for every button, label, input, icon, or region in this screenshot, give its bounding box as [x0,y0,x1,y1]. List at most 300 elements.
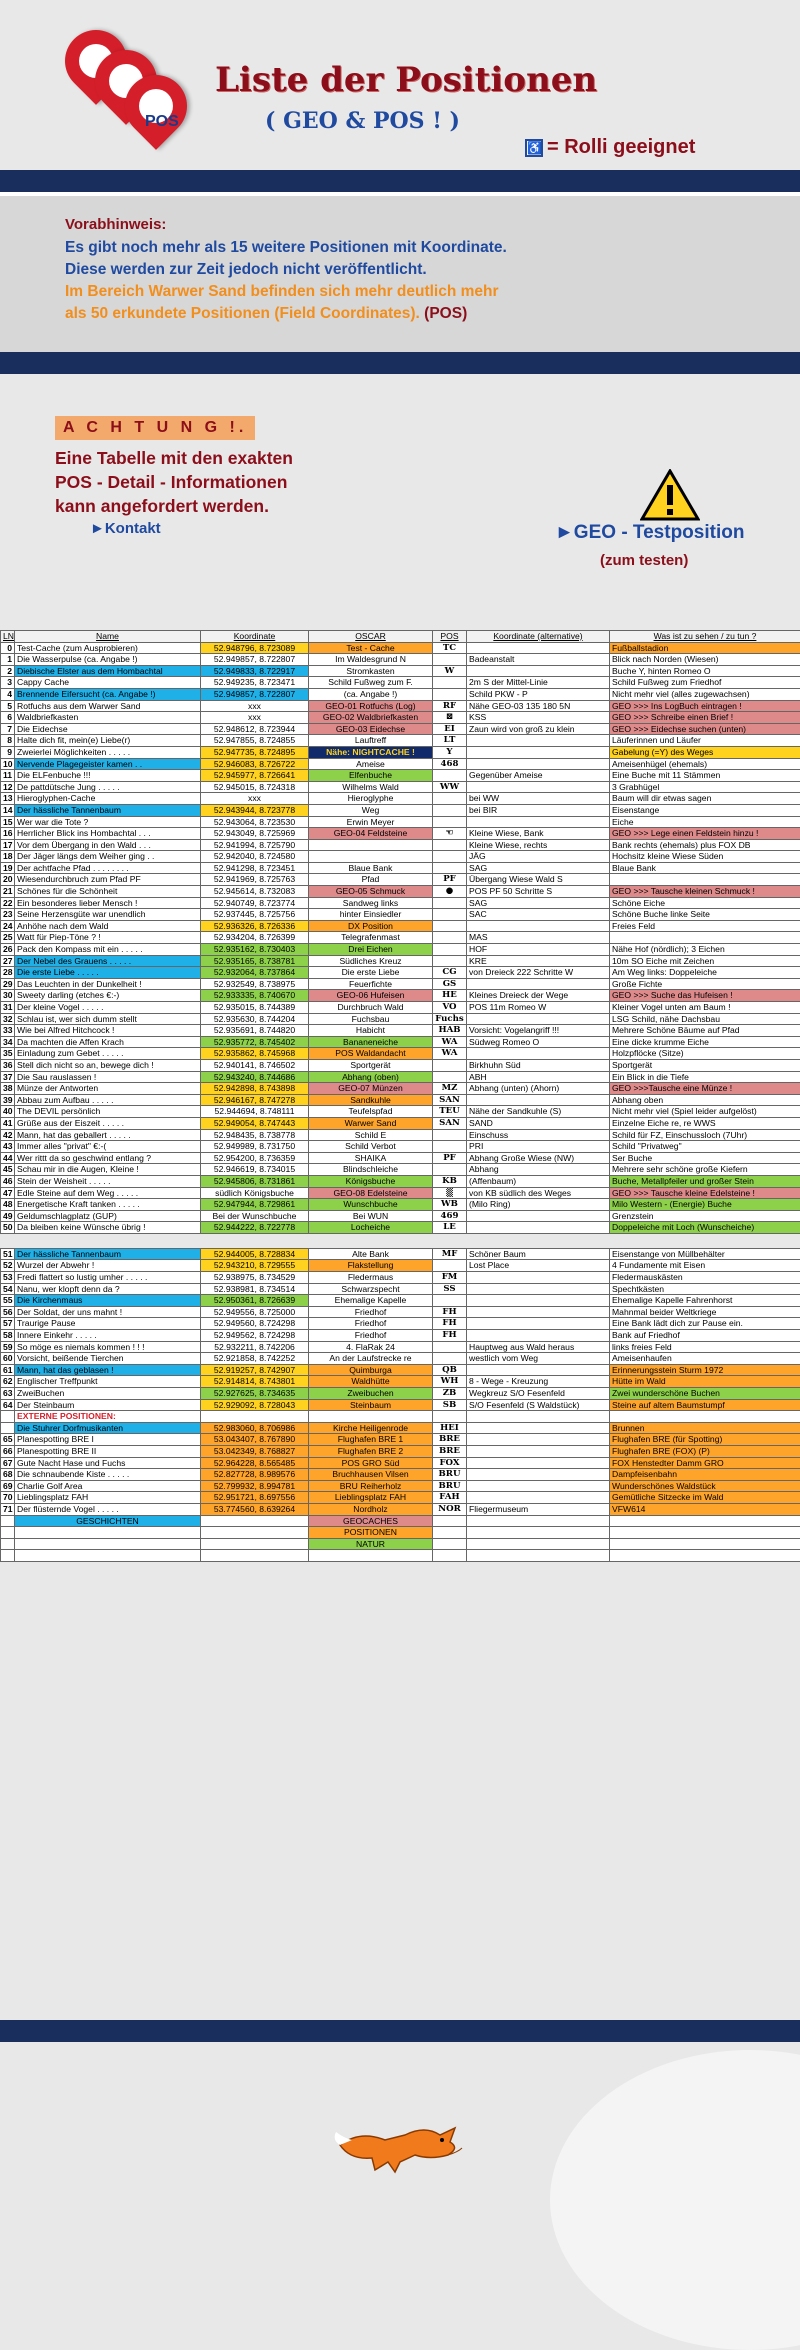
ln-cell: 30 [1,990,15,1002]
table-row [1,1492,800,1504]
ln-cell: 47 [1,1187,15,1199]
name-cell: Der Steinbaum [15,1399,201,1411]
oscar-cell: Südliches Kreuz [309,955,433,967]
alt-coord-cell: (Milo Ring) [467,1199,610,1211]
pos-cell: NOR [433,1503,467,1515]
table-row [1,909,800,921]
coord-cell: 52.948435, 8.738778 [201,1129,309,1141]
ln-cell: 51 [1,1248,15,1260]
achtung-line: kann angefordert werden. [55,494,293,518]
alt-coord-cell: HOF [467,944,610,956]
oscar-cell: Waldhütte [309,1376,433,1388]
ln-cell: 21 [1,886,15,898]
oscar-cell: Ehemalige Kapelle [309,1295,433,1307]
name-cell: Der hässliche Tannenbaum [15,804,201,816]
ln-cell: 70 [1,1492,15,1504]
alt-coord-cell [467,1445,610,1457]
pos-cell [433,862,467,874]
table-row [1,1210,800,1222]
oscar-cell: An der Laufstrecke re [309,1353,433,1365]
ln-cell: 3 [1,677,15,689]
description-cell: Brunnen [610,1422,800,1434]
legend-row [1,1538,800,1550]
description-cell: Ser Buche [610,1152,800,1164]
ln-cell: 66 [1,1445,15,1457]
coord-cell: 52.949833, 8.722917 [201,665,309,677]
name-cell: Die schnaubende Kiste . . . . . [15,1469,201,1481]
oscar-cell: Sandkuhle [309,1094,433,1106]
pos-cell: FM [433,1272,467,1284]
coord-cell: 52.944005, 8.728834 [201,1248,309,1260]
name-cell: Hieroglyphen-Cache [15,793,201,805]
ln-cell: 71 [1,1503,15,1515]
name-cell: Die ELFenbuche !!! [15,770,201,782]
oscar-cell: Feuerfichte [309,978,433,990]
name-cell: Der Jäger längs dem Weiher ging . . [15,851,201,863]
table-row [1,1330,800,1342]
oscar-cell: Hieroglyphe [309,793,433,805]
pos-cell [433,688,467,700]
table-row [1,1048,800,1060]
description-cell: Sportgerät [610,1059,800,1071]
legend-row [1,1515,800,1527]
description-cell: Eine Bank lädt dich zur Pause ein. [610,1318,800,1330]
table-row [1,665,800,677]
name-cell: ZweiBuchen [15,1388,201,1400]
name-cell: Stein der Weisheit . . . . . [15,1175,201,1187]
description-cell: GEO >>>Tausche eine Münze ! [610,1083,800,1095]
ln-cell: 31 [1,1002,15,1014]
table-row [1,1306,800,1318]
coord-cell: 52.827728, 8.989576 [201,1469,309,1481]
ln-cell: 23 [1,909,15,921]
description-cell: Grenzstein [610,1210,800,1222]
oscar-cell: GEO-06 Hufeisen [309,990,433,1002]
oscar-cell: GEO-02 Waldbriefkasten [309,712,433,724]
coord-cell: 52.947735, 8.724895 [201,746,309,758]
oscar-cell: Sportgerät [309,1059,433,1071]
oscar-cell: Königsbuche [309,1175,433,1187]
name-cell: Anhöhe nach dem Wald [15,920,201,932]
pos-cell [433,1129,467,1141]
description-cell: Fußballstadion [610,642,800,654]
description-cell: Blick nach Norden (Wiesen) [610,654,800,666]
coord-cell: 52.944694, 8.748111 [201,1106,309,1118]
pos-cell: MF [433,1248,467,1260]
table-row [1,1480,800,1492]
oscar-cell: 4. FlaRak 24 [309,1341,433,1353]
alt-coord-cell: Gegenüber Ameise [467,770,610,782]
ln-cell: 9 [1,746,15,758]
wheelchair-icon: ♿ [525,139,543,157]
vorab-line: Diese werden zur Zeit jedoch nicht veröffentlicht. [65,259,800,281]
name-cell: Der achtfache Pfad . . . . . . . . [15,862,201,874]
description-cell: Buche Y, hinten Romeo O [610,665,800,677]
name-cell: Lieblingsplatz FAH [15,1492,201,1504]
legend-body [1,1515,800,1561]
pos-cell [433,920,467,932]
coord-cell: 52.949857, 8.722807 [201,654,309,666]
alt-coord-cell [467,1318,610,1330]
coord-cell: 52.935162, 8.730403 [201,944,309,956]
alt-coord-cell: Schild PKW - P [467,688,610,700]
description-cell: links freies Feld [610,1341,800,1353]
table-body-main [1,642,800,1233]
coord-cell: 53.774560, 8.639264 [201,1503,309,1515]
pos-cell [433,1059,467,1071]
table-row [1,1399,800,1411]
alt-coord-cell: KRE [467,955,610,967]
name-cell: So möge es niemals kommen ! ! ! [15,1341,201,1353]
ln-cell: 54 [1,1283,15,1295]
ln-cell: 29 [1,978,15,990]
alt-coord-cell: Vorsicht: Vogelangriff !!! [467,1025,610,1037]
achtung-label: A C H T U N G !. [55,416,255,440]
coord-cell: 52.954200, 8.736359 [201,1152,309,1164]
description-cell: GEO >>> Schreibe einen Brief ! [610,712,800,724]
table-row [1,712,800,724]
pos-cell: TC [433,642,467,654]
oscar-cell: hinter Einsiedler [309,909,433,921]
coord-cell: 52.943240, 8.744686 [201,1071,309,1083]
oscar-cell: Flughafen BRE 1 [309,1434,433,1446]
pos-cell: HAB [433,1025,467,1037]
ln-cell: 38 [1,1083,15,1095]
alt-coord-cell: PRI [467,1141,610,1153]
coord-cell: 52.937445, 8.725756 [201,909,309,921]
alt-coord-cell: Schöner Baum [467,1248,610,1260]
name-cell: Pack den Kompass mit ein . . . . . [15,944,201,956]
table-row [1,746,800,758]
table-row [1,1002,800,1014]
alt-coord-cell: SAND [467,1117,610,1129]
table-row [1,1445,800,1457]
oscar-cell: GEO-07 Münzen [309,1083,433,1095]
coord-cell: 52.943944, 8.723778 [201,804,309,816]
coord-cell: 52.940749, 8.723774 [201,897,309,909]
alt-coord-cell [467,1469,610,1481]
name-cell: Watt für Piep-Töne ? ! [15,932,201,944]
oscar-cell: Kirche Heiligenrode [309,1422,433,1434]
ln-cell: 2 [1,665,15,677]
name-cell: Charlie Golf Area [15,1480,201,1492]
coord-cell: xxx [201,793,309,805]
column-header: LN [1,631,15,643]
oscar-cell: Im Waldesgrund N [309,654,433,666]
description-cell [610,1411,800,1423]
ln-cell: 25 [1,932,15,944]
ln-cell: 6 [1,712,15,724]
geo-testposition-link[interactable]: ►GEO - Testposition [555,522,744,544]
alt-coord-cell [467,1364,610,1376]
table-row [1,1222,800,1234]
name-cell: The DEVIL persönlich [15,1106,201,1118]
coord-cell: 52.943064, 8.723530 [201,816,309,828]
pos-cell: HE [433,990,467,1002]
name-cell: Da bleiben keine Wünsche übrig ! [15,1222,201,1234]
alt-coord-cell: Zaun wird von groß zu klein [467,723,610,735]
alt-coord-cell: bei BIR [467,804,610,816]
table-row [1,886,800,898]
description-cell: Eine Buche mit 11 Stämmen [610,770,800,782]
oscar-cell: Alte Bank [309,1248,433,1260]
ln-cell: 37 [1,1071,15,1083]
name-cell: Herrlicher Blick ins Hombachtal . . . [15,828,201,840]
oscar-cell: Blaue Bank [309,862,433,874]
table-row [1,1364,800,1376]
ln-cell: 36 [1,1059,15,1071]
pos-cell: SAN [433,1094,467,1106]
name-cell: Englischer Treffpunkt [15,1376,201,1388]
name-cell: Die Kirchenmaus [15,1295,201,1307]
page-subtitle: ( GEO & POS ! ) [265,108,460,134]
oscar-cell: GEO-08 Edelsteine [309,1187,433,1199]
name-cell: Traurige Pause [15,1318,201,1330]
name-cell: Energetische Kraft tanken . . . . . [15,1199,201,1211]
table-row [1,1083,800,1095]
description-cell: Nicht mehr viel (alles zugewachsen) [610,688,800,700]
name-cell: Der flüsternde Vogel . . . . . [15,1503,201,1515]
coord-cell: 52.951721, 8.697556 [201,1492,309,1504]
ln-cell: 64 [1,1399,15,1411]
warning-icon [640,469,700,521]
alt-coord-cell: S/O Fesenfeld (S Waldstück) [467,1399,610,1411]
pos-cell: VO [433,1002,467,1014]
oscar-cell: Friedhof [309,1306,433,1318]
column-header: Koordinate (alternative) [467,631,610,643]
ln-cell: 58 [1,1330,15,1342]
legend-geschichten: GESCHICHTEN [15,1515,201,1527]
description-cell: Schöne Eiche [610,897,800,909]
alt-coord-cell: Nähe der Sandkuhle (S) [467,1106,610,1118]
ln-cell: 50 [1,1222,15,1234]
column-header: POS [433,631,467,643]
alt-coord-cell: POS 11m Romeo W [467,1002,610,1014]
table-row [1,758,800,770]
table-row [1,1013,800,1025]
ln-cell: 39 [1,1094,15,1106]
description-cell: VFW614 [610,1503,800,1515]
coord-cell: 52.941969, 8.725763 [201,874,309,886]
coord-cell: 52.949556, 8.725000 [201,1306,309,1318]
pos-cell: HEI [433,1422,467,1434]
table-row [1,1422,800,1434]
alt-coord-cell: Badeanstalt [467,654,610,666]
table-row [1,990,800,1002]
name-cell: Geldumschlagplatz (GUP) [15,1210,201,1222]
oscar-cell: DX Position [309,920,433,932]
alt-coord-cell: POS PF 50 Schritte S [467,886,610,898]
alt-coord-cell [467,1492,610,1504]
name-cell: Seine Herzensgüte war unendlich [15,909,201,921]
table-header-row [1,631,800,643]
name-cell: Mann, hat das geblasen ! [15,1364,201,1376]
coord-cell: 52.929092, 8.728043 [201,1399,309,1411]
alt-coord-cell: (Affenbaum) [467,1175,610,1187]
coord-cell: 52.942040, 8.724580 [201,851,309,863]
description-cell: Schild Fußweg zum Friedhof [610,677,800,689]
name-cell: Abbau zum Aufbau . . . . . [15,1094,201,1106]
name-cell: Die Wasserpulse (ca. Angabe !) [15,654,201,666]
oscar-cell: Schild Verbot [309,1141,433,1153]
oscar-cell: Warwer Sand [309,1117,433,1129]
achtung-line: POS - Detail - Informationen [55,470,293,494]
oscar-cell [309,839,433,851]
alt-coord-cell [467,816,610,828]
name-cell: Fredi flattert so lustig umher . . . . . [15,1272,201,1284]
alt-coord-cell [467,642,610,654]
oscar-cell: BRU Reiherholz [309,1480,433,1492]
fox-icon [330,2100,470,2180]
table-row [1,1388,800,1400]
ln-cell: 32 [1,1013,15,1025]
alt-coord-cell: Birkhuhn Süd [467,1059,610,1071]
alt-coord-cell [467,1013,610,1025]
ln-cell: 22 [1,897,15,909]
pos-cell [433,1353,467,1365]
pos-cell [433,804,467,816]
ln-cell: 4 [1,688,15,700]
vorab-orange-text: als 50 erkundete Positionen (Field Coordinates). [65,305,420,322]
table-row [1,770,800,782]
name-cell: Die Sau rauslassen ! [15,1071,201,1083]
pos-cell: EI [433,723,467,735]
oscar-cell: Fuchsbau [309,1013,433,1025]
vorab-line: Es gibt noch mehr als 15 weitere Positionen mit Koordinate. [65,237,800,259]
coord-cell: xxx [201,700,309,712]
alt-coord-cell [467,1480,610,1492]
coord-cell: 53.042349, 8.768827 [201,1445,309,1457]
description-cell: GEO >>> Lege einen Feldstein hinzu ! [610,828,800,840]
table-row [1,1025,800,1037]
table-row [1,932,800,944]
description-cell: Steine auf altem Baumstumpf [610,1399,800,1411]
name-cell: Wiesendurchbruch zum Pfad PF [15,874,201,886]
ln-cell: 8 [1,735,15,747]
name-cell: Münze der Antworten [15,1083,201,1095]
pos-cell: LE [433,1222,467,1234]
ln-cell [1,1411,15,1423]
oscar-cell: Zweibuchen [309,1388,433,1400]
table-row [1,874,800,886]
coord-cell: 52.799932, 8.994781 [201,1480,309,1492]
description-cell: Nicht mehr viel (Spiel leider aufgelöst) [610,1106,800,1118]
coord-cell: 52.938975, 8.734529 [201,1272,309,1284]
name-cell: Edle Steine auf dem Weg . . . . . [15,1187,201,1199]
pos-cell: SS [433,1283,467,1295]
description-cell: 10m SO Eiche mit Zeichen [610,955,800,967]
pos-cell [433,944,467,956]
ln-cell: 52 [1,1260,15,1272]
alt-coord-cell: SAG [467,862,610,874]
oscar-cell: Quimburga [309,1364,433,1376]
pos-cell [433,897,467,909]
ln-cell: 18 [1,851,15,863]
oscar-cell: Ameise [309,758,433,770]
alt-coord-cell [467,1295,610,1307]
pos-cell: MZ [433,1083,467,1095]
table-row [1,1376,800,1388]
pos-logo [55,25,215,170]
description-cell: Freies Feld [610,920,800,932]
oscar-cell: Pfad [309,874,433,886]
oscar-cell: Telegrafenmast [309,932,433,944]
coord-cell: 52.943210, 8.729555 [201,1260,309,1272]
description-cell: 4 Fundamente mit Eisen [610,1260,800,1272]
legend-natur: NATUR [309,1538,433,1550]
description-cell: Eine dicke krumme Eiche [610,1036,800,1048]
oscar-cell: Durchbruch Wald [309,1002,433,1014]
alt-coord-cell: von KB südlich des Weges [467,1187,610,1199]
alt-coord-cell: Hauptweg aus Wald heraus [467,1341,610,1353]
oscar-cell: GEO-03 Eidechse [309,723,433,735]
alt-coord-cell: 2m S der Mittel-Linie [467,677,610,689]
pos-cell: CG [433,967,467,979]
oscar-cell: Wilhelms Wald [309,781,433,793]
oscar-cell [309,1411,433,1423]
description-cell: Abhang oben [610,1094,800,1106]
description-cell: GEO >>> Suche das Hufeisen ! [610,990,800,1002]
oscar-cell: Schwarzspecht [309,1283,433,1295]
name-cell: Der Nebel des Grauens . . . . . [15,955,201,967]
coord-cell: 52.949989, 8.731750 [201,1141,309,1153]
name-cell: Einladung zum Gebet . . . . . [15,1048,201,1060]
pos-cell: FH [433,1306,467,1318]
table-row [1,816,800,828]
alt-coord-cell [467,1306,610,1318]
description-cell: Mahnmal beider Weltkriege [610,1306,800,1318]
ln-cell: 16 [1,828,15,840]
description-cell: GEO >>> Ins LogBuch eintragen ! [610,700,800,712]
ln-cell: 34 [1,1036,15,1048]
coord-cell: 52.945977, 8.726641 [201,770,309,782]
ln-cell: 53 [1,1272,15,1284]
coord-cell: 52.945806, 8.731861 [201,1175,309,1187]
ln-cell: 67 [1,1457,15,1469]
logo-label: POS [145,113,179,131]
name-cell: Waldbriefkasten [15,712,201,724]
name-cell: Diebische Elster aus dem Hombachtal [15,665,201,677]
alt-coord-cell [467,665,610,677]
ln-cell: 0 [1,642,15,654]
alt-coord-cell: bei WW [467,793,610,805]
coord-cell: 52.944222, 8.722778 [201,1222,309,1234]
description-cell: Ameisenhügel (ehemals) [610,758,800,770]
pos-cell [433,677,467,689]
pos-cell [433,1295,467,1307]
name-cell: Immer alles "privat" €:-( [15,1141,201,1153]
oscar-cell: SHAIKA [309,1152,433,1164]
ln-cell: 48 [1,1199,15,1211]
pos-cell: Fuchs [433,1013,467,1025]
coord-cell: 52.948612, 8.723944 [201,723,309,735]
pos-cell [433,1260,467,1272]
ln-cell: 41 [1,1117,15,1129]
name-cell: Rotfuchs aus dem Warwer Sand [15,700,201,712]
pos-cell: RF [433,700,467,712]
coord-cell: 52.935015, 8.744389 [201,1002,309,1014]
coord-cell: 52.927625, 8.734635 [201,1388,309,1400]
pos-cell: 468 [433,758,467,770]
name-cell: Ein besonderes lieber Mensch ! [15,897,201,909]
name-cell: Mann, hat das geballert . . . . . [15,1129,201,1141]
alt-coord-cell [467,781,610,793]
pos-cell [433,1341,467,1353]
coord-cell: 52.932549, 8.738975 [201,978,309,990]
oscar-cell: Blindschleiche [309,1164,433,1176]
kontakt-link[interactable]: ►Kontakt [90,520,161,537]
vorab-orange-line [65,303,800,325]
